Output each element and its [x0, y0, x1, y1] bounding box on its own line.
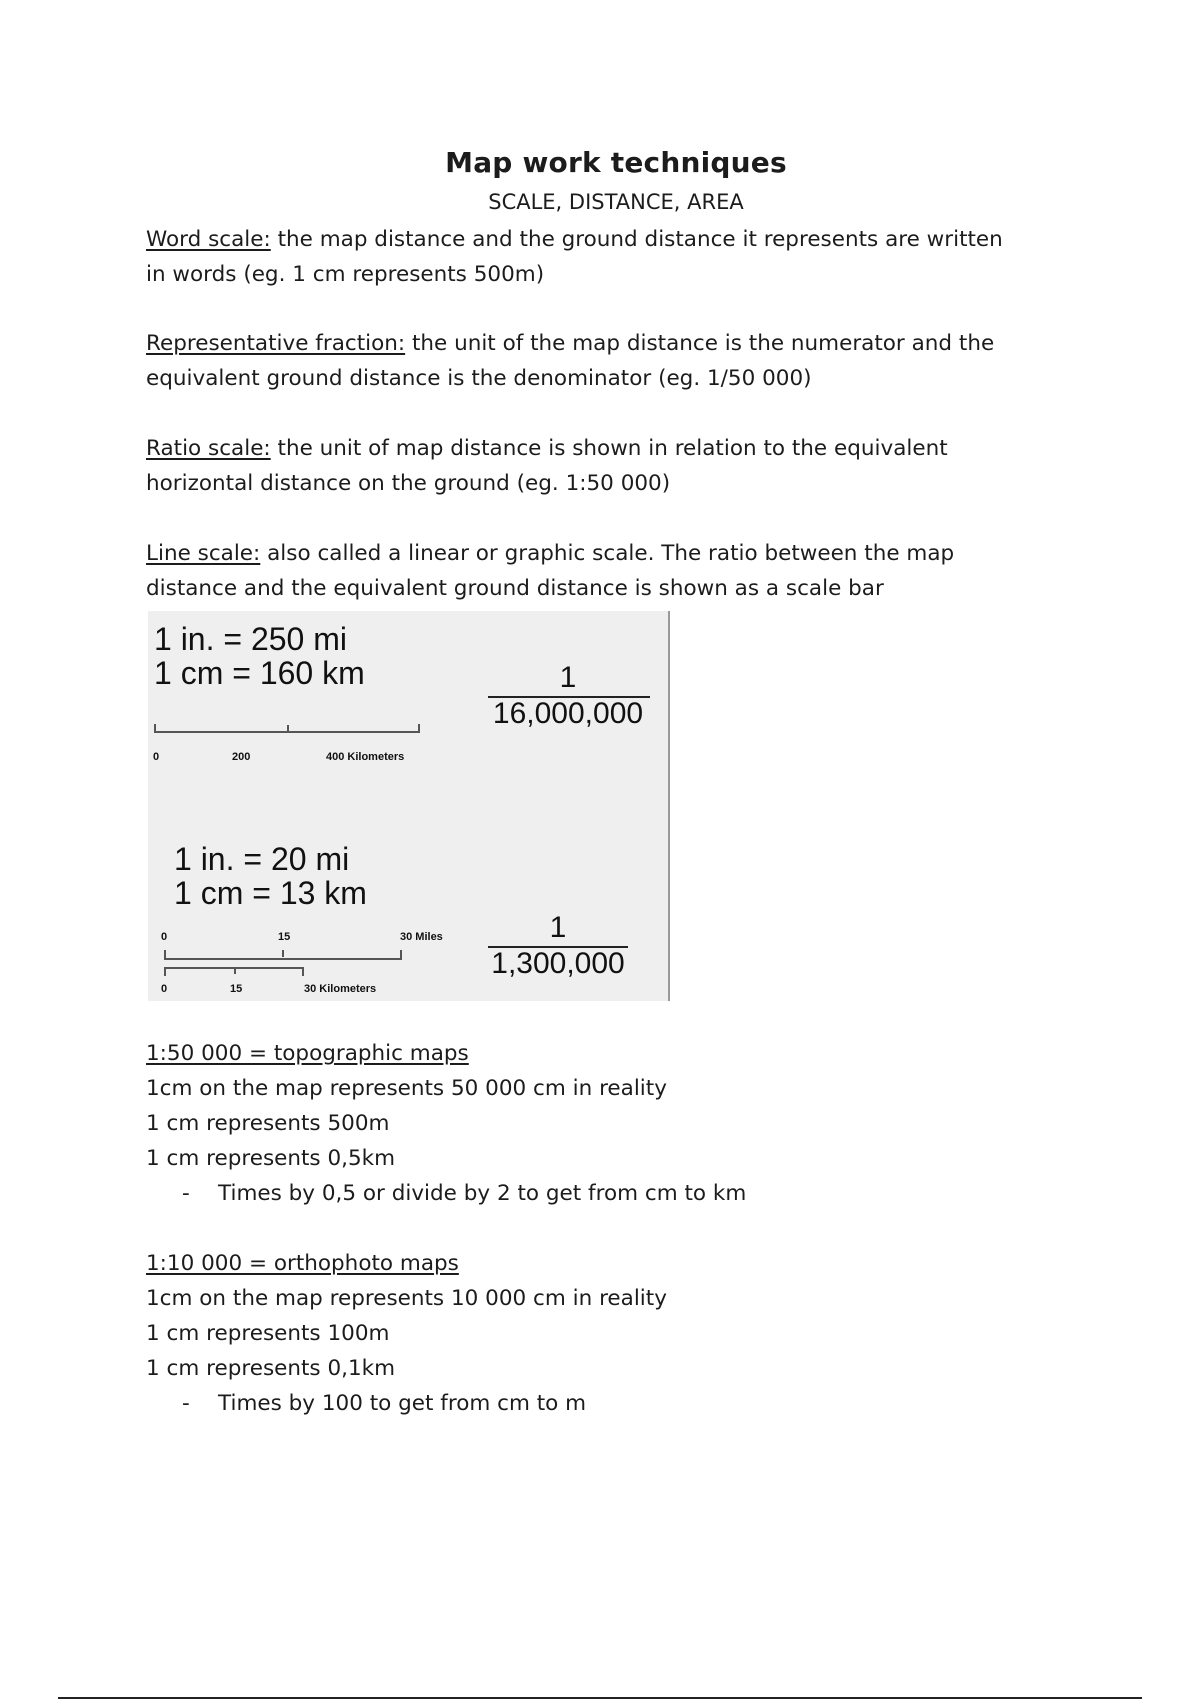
- scale2-miles-bar: [164, 958, 402, 960]
- scale1-fraction-denominator: 16,000,000: [492, 697, 644, 730]
- scale2-miles-tick-label: 0: [161, 931, 168, 943]
- scale2-km-tick: [302, 967, 304, 976]
- definition-term: Ratio scale:: [146, 436, 271, 461]
- definition-line-scale: [146, 536, 1086, 606]
- scale-bar-figure: [148, 611, 670, 1001]
- scale1-tick-label: 400 Kilometers: [326, 751, 405, 763]
- scale1-tick: [154, 724, 156, 733]
- definition-text: the unit of the map distance is the numerator and the: [405, 331, 995, 356]
- scale2-fraction-numerator: 1: [549, 911, 567, 944]
- scale2-fraction-denominator: 1,300,000: [491, 947, 625, 980]
- bullet-dash: -: [182, 1391, 190, 1416]
- definition-text: also called a linear or graphic scale. The ratio between the map: [260, 541, 955, 566]
- definition-text-cont: horizontal distance on the ground (eg. 1:50 000): [146, 471, 671, 496]
- definition-ratio-scale: [146, 431, 1086, 501]
- topographic-line: 1cm on the map represents 50 000 cm in reality: [146, 1076, 667, 1101]
- definition-word-scale: [146, 222, 1086, 292]
- scale2-cm-equivalence: 1 cm = 13 km: [174, 875, 367, 911]
- bullet-text: Times by 100 to get from cm to m: [218, 1391, 587, 1416]
- scale1-tick: [287, 725, 289, 732]
- scale1-cm-equivalence: 1 cm = 160 km: [154, 655, 365, 691]
- orthophoto-heading: 1:10 000 = orthophoto maps: [146, 1251, 459, 1276]
- definition-term: Word scale:: [146, 227, 271, 252]
- scale2-km-tick: [164, 967, 166, 976]
- scale2-miles-tick-label: 30 Miles: [400, 931, 443, 943]
- page-title: Map work techniques: [445, 146, 787, 179]
- scale2-km-tick-label: 0: [161, 983, 168, 995]
- orthophoto-line: 1cm on the map represents 10 000 cm in reality: [146, 1286, 667, 1311]
- definition-text: the unit of map distance is shown in relation to the equivalent: [270, 436, 948, 461]
- bullet-text: Times by 0,5 or divide by 2 to get from cm to km: [218, 1181, 747, 1206]
- topographic-line: 1 cm represents 0,5km: [146, 1146, 396, 1171]
- definition-text: the map distance and the ground distance it represents are written: [270, 227, 1003, 252]
- definition-text-cont: equivalent ground distance is the denominator (eg. 1/50 000): [146, 366, 812, 391]
- definition-text-cont: distance and the equivalent ground distance is shown as a scale bar: [146, 576, 884, 601]
- scale1-inch-equivalence: 1 in. = 250 mi: [154, 621, 347, 657]
- scale2-inch-equivalence: 1 in. = 20 mi: [174, 841, 350, 877]
- scale1-tick-label: 200: [232, 751, 251, 763]
- bullet-dash: -: [182, 1181, 190, 1206]
- scale2-miles-tick-label: 15: [278, 931, 291, 943]
- orthophoto-line: 1 cm represents 100m: [146, 1321, 390, 1346]
- orthophoto-line: 1 cm represents 0,1km: [146, 1356, 396, 1381]
- scale2-km-tick-label: 30 Kilometers: [304, 983, 377, 995]
- footer-divider: [58, 1697, 1142, 1699]
- scale1-tick-label: 0: [153, 751, 160, 763]
- definition-text-cont: in words (eg. 1 cm represents 500m): [146, 262, 545, 287]
- topographic-line: 1 cm represents 500m: [146, 1111, 390, 1136]
- scale2-km-tick: [234, 967, 236, 974]
- page-subtitle: SCALE, DISTANCE, AREA: [488, 190, 744, 214]
- topographic-heading: 1:50 000 = topographic maps: [146, 1041, 469, 1066]
- definition-representative-fraction: [146, 326, 1086, 396]
- scale2-km-tick-label: 15: [230, 983, 243, 995]
- definition-term: Line scale:: [146, 541, 261, 566]
- scale1-fraction-numerator: 1: [559, 661, 577, 694]
- definition-term: Representative fraction:: [146, 331, 406, 356]
- scale2-miles-tick: [282, 950, 284, 957]
- scale1-tick: [418, 724, 420, 733]
